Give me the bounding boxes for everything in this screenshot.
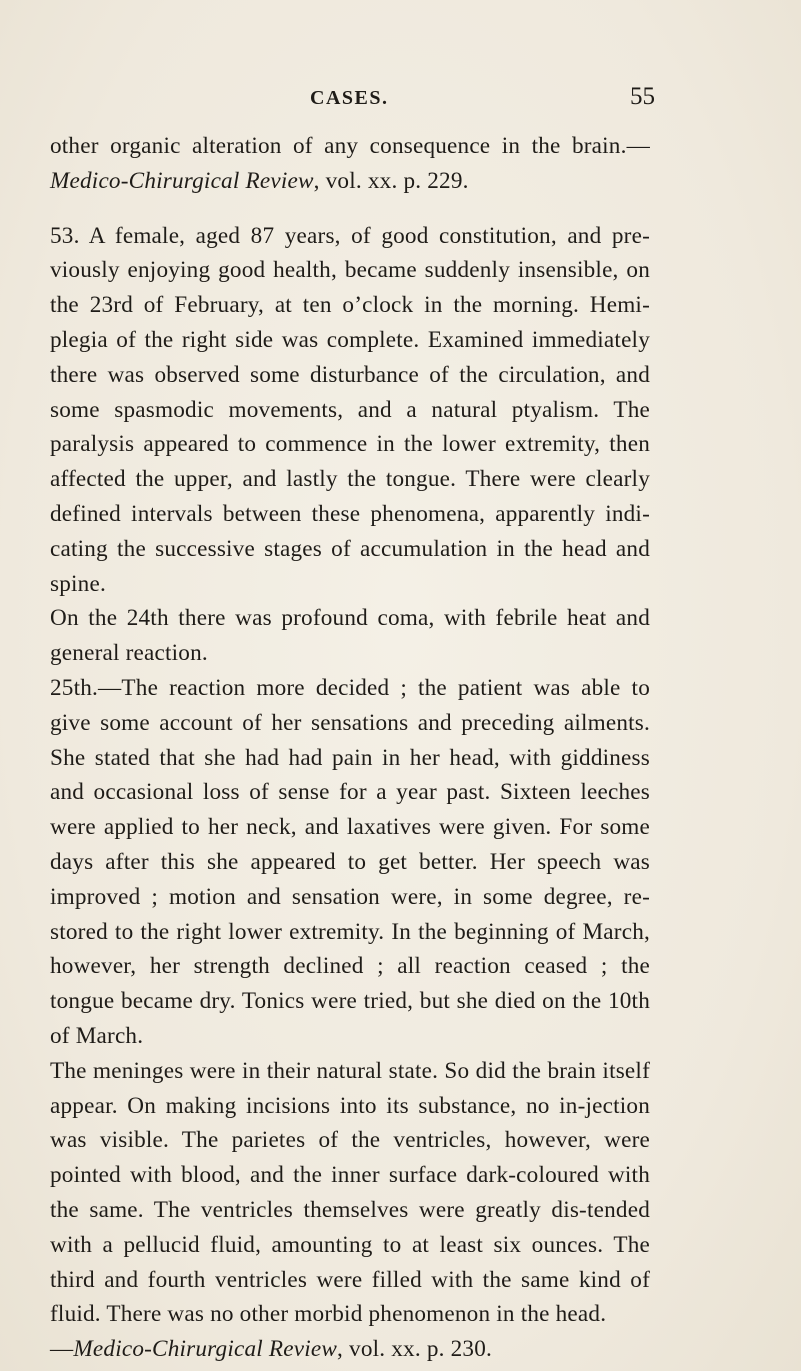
day-24-paragraph: On the 24th there was profound coma, with febrile heat and general reaction. [50, 605, 650, 667]
running-head: CASES. [310, 87, 389, 109]
continuation-paragraph [50, 129, 650, 199]
citation-dash: — [50, 1336, 74, 1363]
page-header [0, 83, 801, 117]
journal-citation: Medico-Chirurgical Review [73, 1336, 338, 1363]
citation-reference: , vol. xx. p. 229. [313, 167, 469, 194]
journal-citation: Medico-Chirurgical Review [50, 167, 314, 194]
page-number: 55 [630, 83, 655, 110]
body-text [50, 129, 650, 1367]
case-53-paragraph: 53. A female, aged 87 years, of good constitution, and pre-viously enjoying good health, became suddenly insensible, on the 23rd of February, at ten o’clock in the morning. Hemi-plegia of the right side was complete. Examined immediately there was observed some disturbance of the circulation, and some spasmodic movements, and a natural ptyalism. The paralysis appeared to commence in the lower extremity, then affected the upper, and lastly the tongue. There were clearly defined intervals between these phenomena, apparently indi-cating the successive stages of accumulation in the head and spine. [50, 222, 650, 597]
continuation-text: other organic alteration of any consequence in the brain.— [50, 133, 650, 159]
day-25-paragraph: 25th.—The reaction more decided ; the patient was able to give some account of her sensations and preceding ailments. She stated that she had had pain in her head, with giddiness and occasional loss of sense for a year past. Sixteen leeches were applied to her neck, and laxatives were given. For some days after this she appeared to get better. Her speech was improved ; motion and sensation were, in some degree, re-stored to the right lower extremity. In the beginning of March, however, her strength declined ; all reaction ceased ; the tongue became dry. Tonics were tried, but she died on the 10th of March. [50, 674, 650, 1049]
paragraph-gap [50, 199, 650, 219]
closing-citation [50, 1332, 650, 1367]
citation-reference: , vol. xx. p. 230. [337, 1336, 492, 1363]
autopsy-paragraph: The meninges were in their natural state. So did the brain itself appear. On making incisions into its substance, no in-jection was visible. The parietes of the ventricles, however, were pointed with blood, and the inner surface dark-coloured with the same. The ventricles themselves were greatly dis-tended with a pellucid fluid, amounting to at least six ounces. The third and fourth ventricles were filled with the same kind of fluid. There was no other morbid phenomenon in the head. [50, 1057, 650, 1328]
